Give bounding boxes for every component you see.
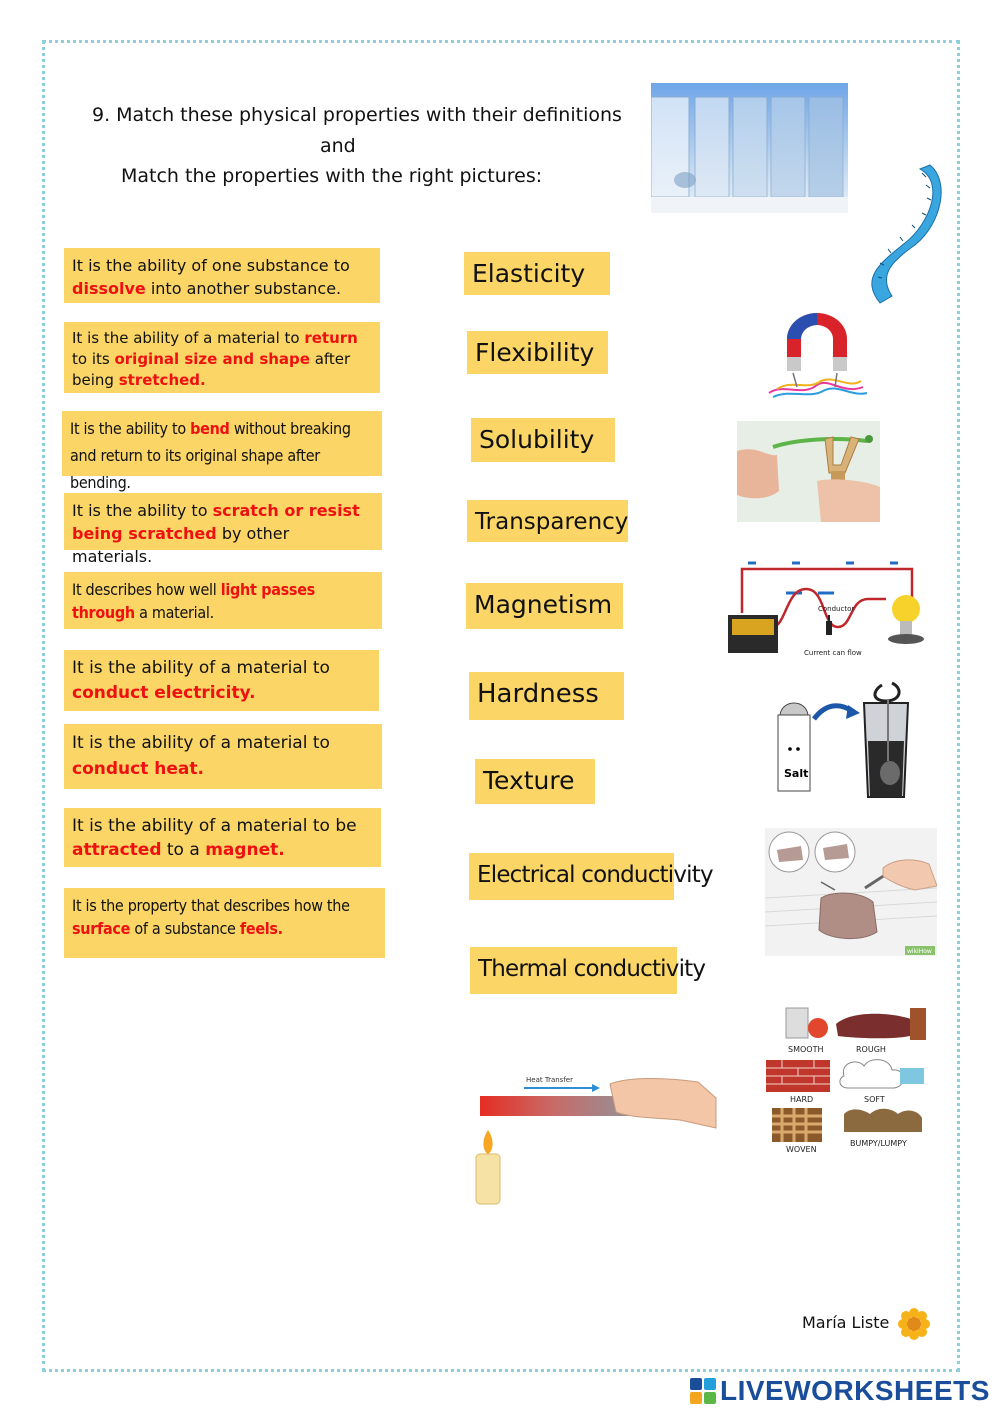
flexible-ruler-picture[interactable] [850,163,942,310]
slingshot-image [737,421,880,522]
circuit-flow-label: Current can flow [804,649,862,657]
definition-keyword: return [304,329,358,347]
logo-icon [690,1378,716,1404]
horseshoe-magnet-image [763,311,871,401]
property-hardness[interactable]: Hardness [469,672,624,720]
definition-text: It is the ability of a material to [72,658,330,678]
property-elasticity[interactable]: Elasticity [464,252,610,295]
liveworksheets-logo[interactable] [690,1374,990,1408]
texture-label-smooth: SMOOTH [788,1045,824,1054]
definition-text: It is the ability of a material to [72,733,330,753]
definition-hardness[interactable] [64,493,382,566]
definition-text: into another substance. [145,279,342,298]
property-texture[interactable]: Texture [475,759,595,804]
definition-keyword: magnet. [205,840,285,860]
logo-text: LIVEWORKSHEETS [720,1375,990,1406]
definition-keyword: conduct heat. [72,759,204,779]
property-electrical-conductivity[interactable]: Electrical conductivity [469,853,674,900]
instruction-line-2: and [320,135,356,157]
flower-icon [898,1308,930,1340]
transparency-picture[interactable] [651,83,848,213]
definition-magnetism[interactable] [64,808,381,867]
definition-keyword: bend [190,419,230,438]
author-name: María Liste [802,1313,890,1332]
property-thermal-conductivity[interactable]: Thermal conductivity [470,947,677,994]
definition-text: It is the ability to [72,501,213,520]
property-flexibility[interactable]: Flexibility [467,331,608,374]
definition-text: to a [161,840,206,860]
definition-keyword: feels. [239,919,283,938]
property-magnetism[interactable]: Magnetism [466,583,623,629]
definition-transparency[interactable] [64,572,382,629]
definition-keyword: original size and shape [114,350,310,368]
definition-text: a material. [134,603,214,622]
definition-text: It is the ability of one substance to [72,256,350,275]
definition-keyword: scratch or resist being scratched [72,501,360,543]
definition-thermal-conductivity[interactable] [64,724,382,789]
texture-label-soft: SOFT [864,1095,885,1104]
electric-circuit-image [726,553,926,661]
property-transparency[interactable]: Transparency [467,500,628,542]
definition-text: It is the property that describes how the [72,896,350,915]
thermal-picture[interactable] [470,1068,718,1208]
texture-label-rough: ROUGH [856,1045,886,1054]
slingshot-picture[interactable] [737,421,880,522]
texture-label-bumpy: BUMPY/LUMPY [850,1139,907,1148]
magnet-picture[interactable] [763,311,871,401]
circuit-picture[interactable] [726,553,926,661]
texture-label-hard: HARD [790,1095,814,1104]
scratch-test-image [765,828,937,956]
definition-flexibility[interactable] [62,411,382,492]
definition-text: of a substance [130,919,240,938]
solubility-picture[interactable] [774,677,914,801]
glass-panels-image [651,83,848,213]
texture-types-image [752,1006,932,1156]
definition-keyword: surface [72,919,131,938]
definition-text: to its [72,350,115,368]
circuit-conductor-label: Conductor [818,605,855,613]
wikihow-watermark: wikiHow [907,948,932,955]
salt-dissolving-image [774,677,914,801]
heat-transfer-image [470,1068,718,1208]
definition-keyword: conduct electricity. [72,683,256,703]
heat-transfer-label: Heat Transfer [526,1076,573,1084]
definition-text: after being [72,350,351,389]
definition-texture[interactable] [64,888,385,958]
definition-keyword: stretched. [118,371,206,389]
property-solubility[interactable]: Solubility [471,418,615,462]
definition-text: It is the ability of a material to be [72,816,357,836]
texture-picture[interactable] [752,1006,932,1156]
definition-keyword: attracted [72,840,162,860]
definition-text: It describes how well [72,580,221,599]
texture-label-woven: WOVEN [786,1145,817,1154]
definition-text: by other materials. [72,524,290,566]
definition-text: without breaking and return to its original shape after bending. [70,419,351,492]
salt-label: Salt [784,767,809,780]
definition-text: It is the ability of a material to [72,329,305,347]
definition-elasticity[interactable] [64,322,380,393]
definition-solubility[interactable] [64,248,380,303]
definition-keyword: dissolve [72,279,146,298]
instruction-line-3: Match the properties with the right pictures: [121,165,543,187]
definition-electrical-conductivity[interactable] [64,650,379,711]
definition-keyword: light passes through [72,580,315,622]
hardness-picture[interactable] [765,828,937,956]
bent-ruler-image [850,163,942,310]
instruction-line-1: 9. Match these physical properties with their definitions [92,104,622,126]
definition-text: It is the ability to [70,419,191,438]
